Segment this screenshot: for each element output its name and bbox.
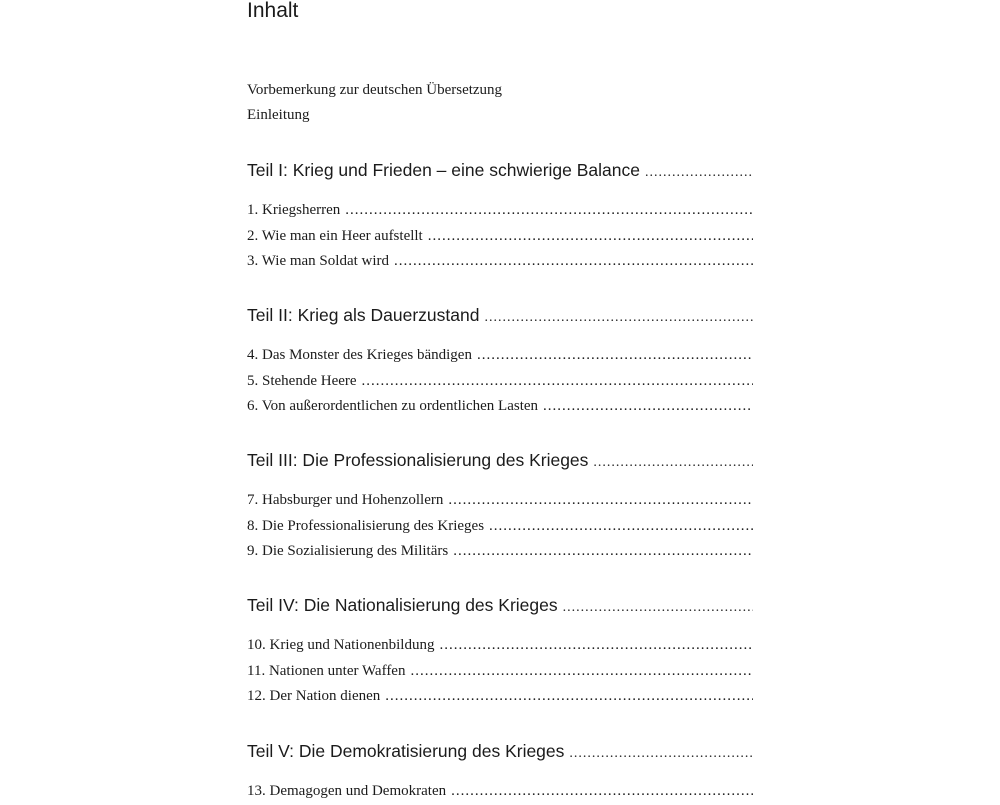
dot-leader xyxy=(451,779,753,805)
chapter-entry xyxy=(247,198,753,224)
chapter-entry xyxy=(247,249,753,275)
front-matter xyxy=(247,78,753,128)
chapter-label: 8. Die Professionalisierung des Krieges xyxy=(247,517,485,534)
toc-part-1 xyxy=(247,158,753,275)
chapter-entry xyxy=(247,779,753,805)
chapter-entry xyxy=(247,633,753,659)
chapter-list xyxy=(247,633,753,710)
dot-leader xyxy=(477,343,753,369)
chapter-label: 12. Der Nation dienen xyxy=(247,688,381,704)
chapter-entry xyxy=(247,659,753,685)
chapter-label: 7. Habsburger und Hohenzollern xyxy=(247,492,444,508)
chapter-label: 6. Von außerordentlichen zu ordentlichen Lasten xyxy=(247,398,539,414)
dot-leader xyxy=(453,539,753,565)
part-heading xyxy=(247,158,753,182)
page-title: Inhalt xyxy=(247,0,299,22)
chapter-list xyxy=(247,198,753,275)
dot-leader xyxy=(345,198,753,224)
dot-leader xyxy=(569,742,753,766)
chapter-label: 2. Wie man ein Heer aufstellt xyxy=(247,227,423,244)
toc-entry-introduction: Einleitung xyxy=(247,107,310,123)
dot-leader xyxy=(645,161,753,185)
part-heading-label: Teil V: Die Demokratisierung des Krieges xyxy=(247,741,565,761)
toc-part-4 xyxy=(247,593,753,710)
part-heading xyxy=(247,739,753,763)
chapter-entry xyxy=(247,224,753,250)
chapter-label: 10. Krieg und Nationenbildung xyxy=(247,637,435,653)
dot-leader xyxy=(448,488,753,514)
dot-leader xyxy=(385,684,753,710)
part-heading-label: Teil III: Die Professionalisierung des Krieges xyxy=(247,450,589,470)
dot-leader xyxy=(439,633,753,659)
chapter-list xyxy=(247,779,753,805)
chapter-label: 5. Stehende Heere xyxy=(247,372,357,389)
toc-entry-preface: Vorbemerkung zur deutschen Übersetzung xyxy=(247,82,503,98)
chapter-entry xyxy=(247,394,753,420)
chapter-label: 13. Demagogen und Demokraten xyxy=(247,783,447,799)
part-heading xyxy=(247,303,753,327)
part-heading-label: Teil IV: Die Nationalisierung des Krieges xyxy=(247,595,558,615)
chapter-label: 11. Nationen unter Waffen xyxy=(247,662,406,679)
part-heading xyxy=(247,448,753,472)
toc-part-5 xyxy=(247,739,753,805)
chapter-entry xyxy=(247,514,753,540)
chapter-label: 9. Die Sozialisierung des Militärs xyxy=(247,543,449,559)
part-heading xyxy=(247,593,753,617)
dot-leader xyxy=(543,394,753,420)
toc-part-2 xyxy=(247,303,753,420)
dot-leader xyxy=(394,249,753,275)
dot-leader xyxy=(428,224,753,250)
chapter-label: 1. Kriegsherren xyxy=(247,202,341,218)
dot-leader xyxy=(593,451,753,475)
dot-leader xyxy=(362,369,753,395)
dot-leader xyxy=(484,306,753,330)
chapter-entry xyxy=(247,684,753,710)
chapter-entry xyxy=(247,539,753,565)
chapter-label: 3. Wie man Soldat wird xyxy=(247,253,390,269)
part-heading-label: Teil I: Krieg und Frieden – eine schwierige Balance xyxy=(247,160,640,180)
dot-leader xyxy=(410,659,753,685)
chapter-list xyxy=(247,488,753,565)
chapter-entry xyxy=(247,369,753,395)
chapter-list xyxy=(247,343,753,420)
dot-leader xyxy=(563,596,753,620)
toc-part-3 xyxy=(247,448,753,565)
part-heading-label: Teil II: Krieg als Dauerzustand xyxy=(247,305,480,325)
dot-leader xyxy=(489,514,753,540)
chapter-entry xyxy=(247,488,753,514)
chapter-entry xyxy=(247,343,753,369)
chapter-label: 4. Das Monster des Krieges bändigen xyxy=(247,347,472,363)
